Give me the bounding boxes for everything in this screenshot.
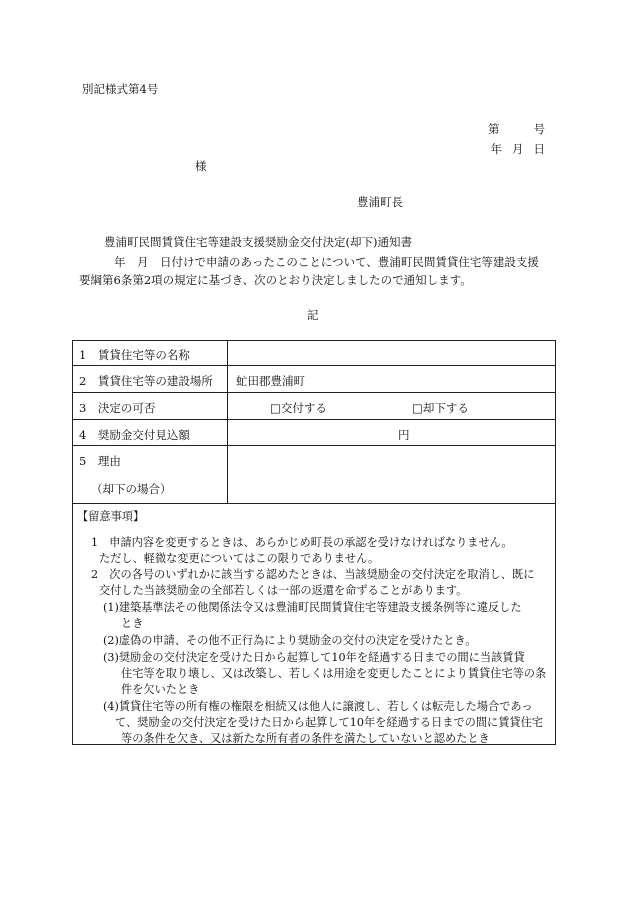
- ki-heading: 記: [307, 308, 319, 322]
- note-line: 1 申請内容を変更するときは、あらかじめ町長の承認を受けなければなりません。: [91, 536, 513, 549]
- approve-checkbox[interactable]: □交付する: [270, 401, 327, 415]
- row-value: 円: [398, 428, 410, 442]
- table-row: [73, 366, 555, 393]
- note-line: 住宅等を取り壊し、又は改築し、若しくは用途を変更したことにより賃貸住宅等の条: [121, 667, 547, 680]
- reject-checkbox[interactable]: □却下する: [412, 401, 469, 415]
- document-date: [491, 141, 546, 157]
- note-line: (4)賃貸住宅等の所有権の権限を相続又は他人に譲渡し、若しくは転売した場合であっ: [103, 700, 533, 713]
- row-value: [228, 341, 555, 365]
- note-line: (1)建築基準法その他関係法令又は豊浦町民間賃貸住宅等建設支援条例等に違反した: [103, 601, 522, 614]
- row-value: 虻田郡豊浦町: [236, 374, 305, 388]
- note-line: とき: [121, 617, 144, 630]
- note-line: て、奨励金の交付決定を受けた日から起算して10年を経過する日までの間に賃貸住宅: [115, 716, 543, 729]
- notes-box: [72, 504, 556, 745]
- table-row: [73, 393, 555, 420]
- row-label: 2 賃貸住宅等の建設場所: [73, 366, 228, 392]
- note-line: 2 次の各号のいずれかに該当する認めたときは、当該奨励金の交付決定を取消し、既に: [91, 568, 535, 581]
- note-line: 等の条件を欠き、又は新たな所有者の条件を満たしていないと認めたとき: [121, 732, 490, 745]
- row-label: 3 決定の可否: [73, 393, 228, 419]
- note-line: ただし、軽微な変更についてはこの限りでありません。: [99, 552, 380, 565]
- form-number: 別記様式第4号: [82, 82, 159, 96]
- sender: 豊浦町長: [357, 195, 403, 209]
- date-year: 年: [490, 142, 502, 156]
- row-value: [228, 446, 555, 504]
- row-value: [228, 393, 555, 419]
- note-line: (3)奨励金の交付決定を受けた日から起算して10年を経過する日までの間に当該賃貸: [103, 651, 525, 664]
- document-number-suffix: 号: [533, 122, 545, 136]
- table-row: [73, 446, 555, 504]
- decision-table: [72, 340, 556, 504]
- table-row: [73, 420, 555, 446]
- note-line: 交付した当該奨励金の全部若しくは一部の返還を命ずることがあります。: [99, 584, 468, 597]
- row-label: 1 賃貸住宅等の名称: [73, 341, 228, 365]
- row-label: 4 奨励金交付見込額: [73, 420, 228, 445]
- date-month: 月: [512, 142, 524, 156]
- row-label: 5 理由 （却下の場合）: [73, 446, 228, 504]
- document-number-prefix: 第: [488, 122, 500, 136]
- notice-title: 豊浦町民間賃貸住宅等建設支援奨励金交付決定(却下)通知書: [104, 235, 412, 249]
- note-line: (2)虚偽の申請、その他不正行為により奨励金の交付の決定を受けたとき。: [103, 634, 477, 647]
- date-day: 日: [533, 142, 545, 156]
- notice-body-line-1: 年 月 日付けで申請のあったこのことについて、豊浦町民間賃貸住宅等建設支援: [114, 255, 539, 269]
- note-line: 件を欠いたとき: [121, 683, 200, 696]
- table-row: [73, 341, 555, 366]
- notice-body-line-2: 要綱第6条第2項の規定に基づき、次のとおり決定しましたので通知します。: [79, 273, 472, 287]
- document-number: [488, 121, 545, 137]
- addressee: 様: [195, 159, 207, 173]
- notes-heading: 【留意事項】: [77, 510, 145, 523]
